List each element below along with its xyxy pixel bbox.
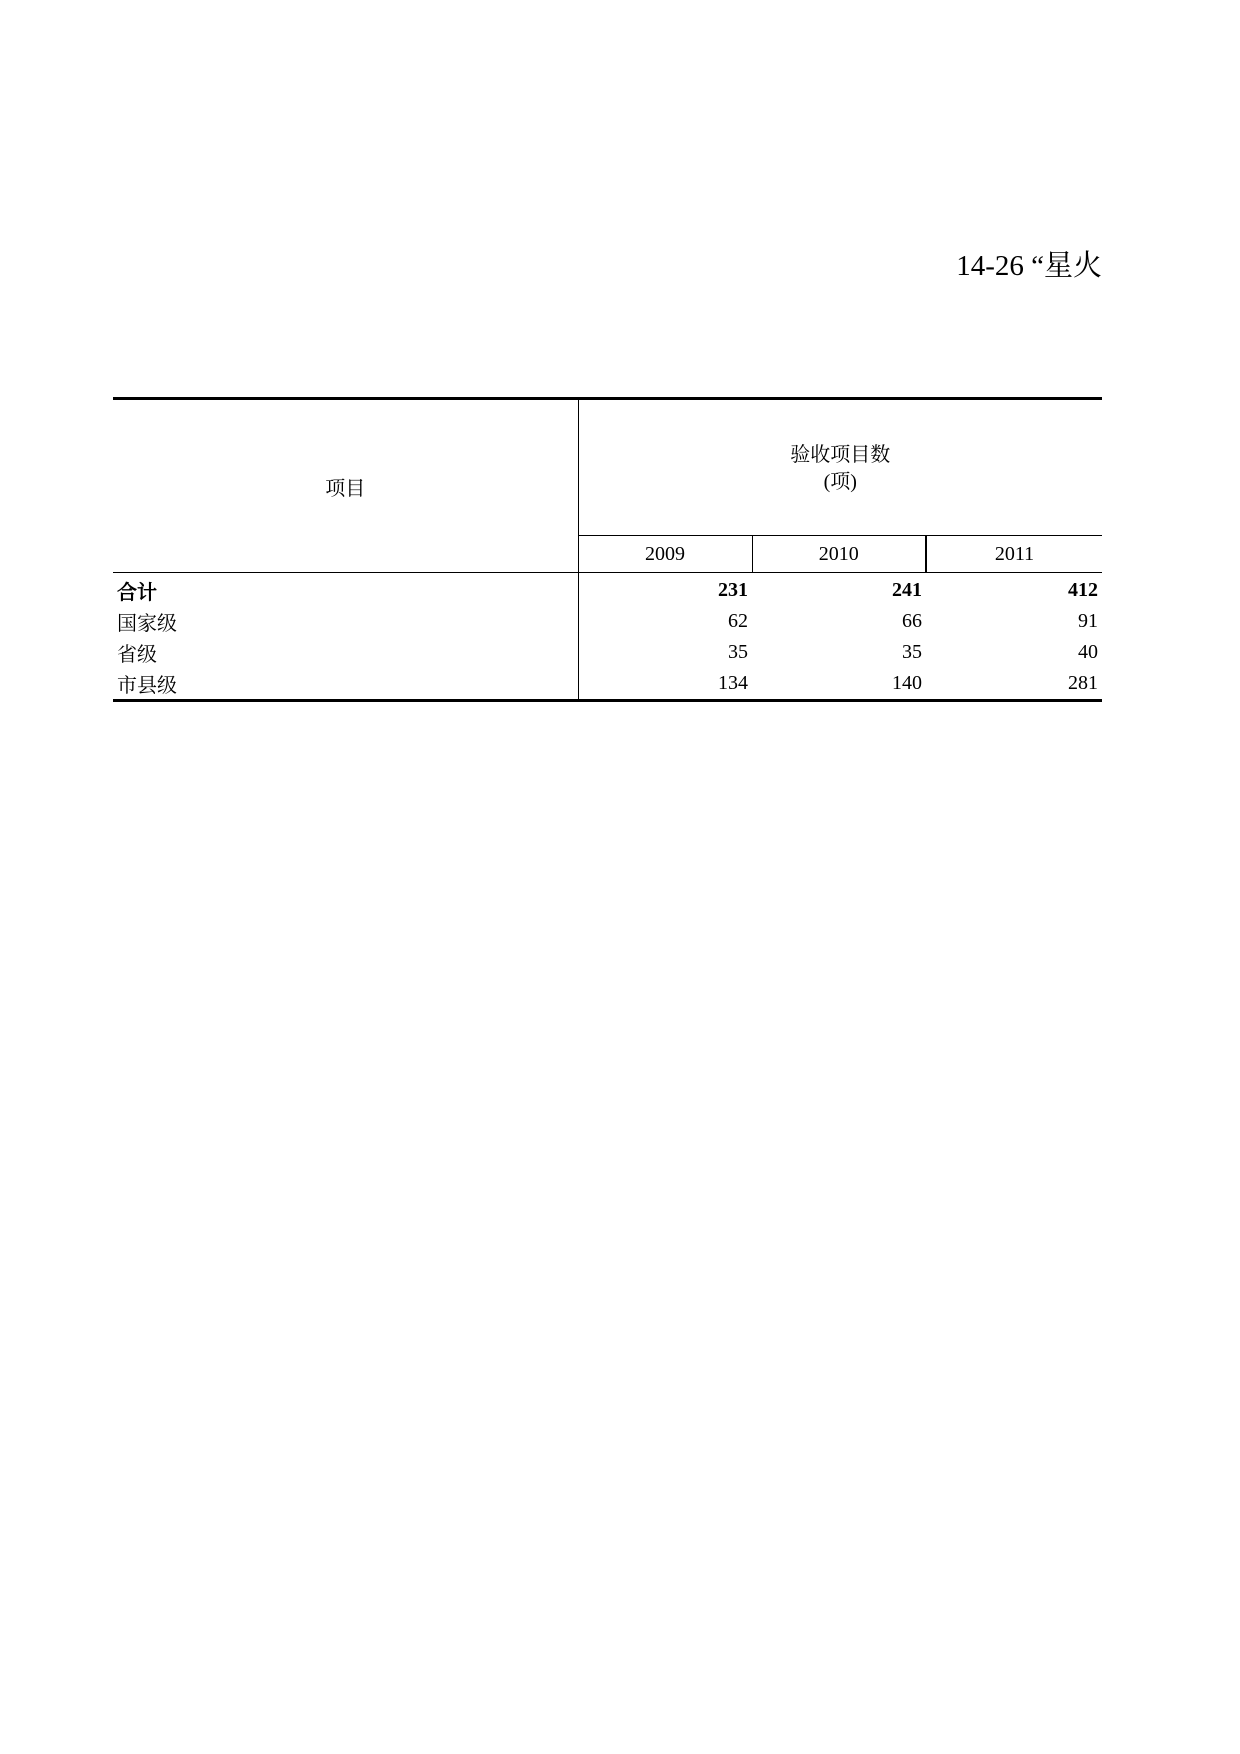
cell-value: 91 [1078,610,1098,632]
year-header-2009: 2009 [578,536,752,573]
cell-value: 66 [902,610,922,632]
group-header-label: 验收项目数 [790,441,891,466]
cell-value: 134 [578,668,752,701]
cell-value: 281 [926,668,1102,701]
row-label: 市县级 [113,668,578,701]
table-row [113,606,1102,637]
row-label: 省级 [113,637,578,668]
cell-value: 35 [728,641,748,663]
cell-value: 140 [752,668,926,701]
item-column-header: 项目 [113,399,578,573]
group-column-header [578,399,1102,536]
cell-value: 241 [892,579,922,601]
cell-value: 40 [1078,641,1098,663]
table-row [113,637,1102,668]
table-row-total [113,573,1102,607]
year-header-2010: 2010 [752,536,926,573]
stats-table [113,397,1102,702]
row-label: 合计 [113,573,578,607]
page-title: 14-26 “星火 [956,250,1102,282]
year-header-2011: 2011 [926,536,1102,573]
cell-value: 62 [728,610,748,632]
row-label: 国家级 [113,606,578,637]
cell-value: 412 [1068,579,1098,601]
cell-value: 35 [902,641,922,663]
group-header-unit: (项) [823,470,857,493]
table-row [113,668,1102,701]
cell-value: 231 [718,579,748,601]
